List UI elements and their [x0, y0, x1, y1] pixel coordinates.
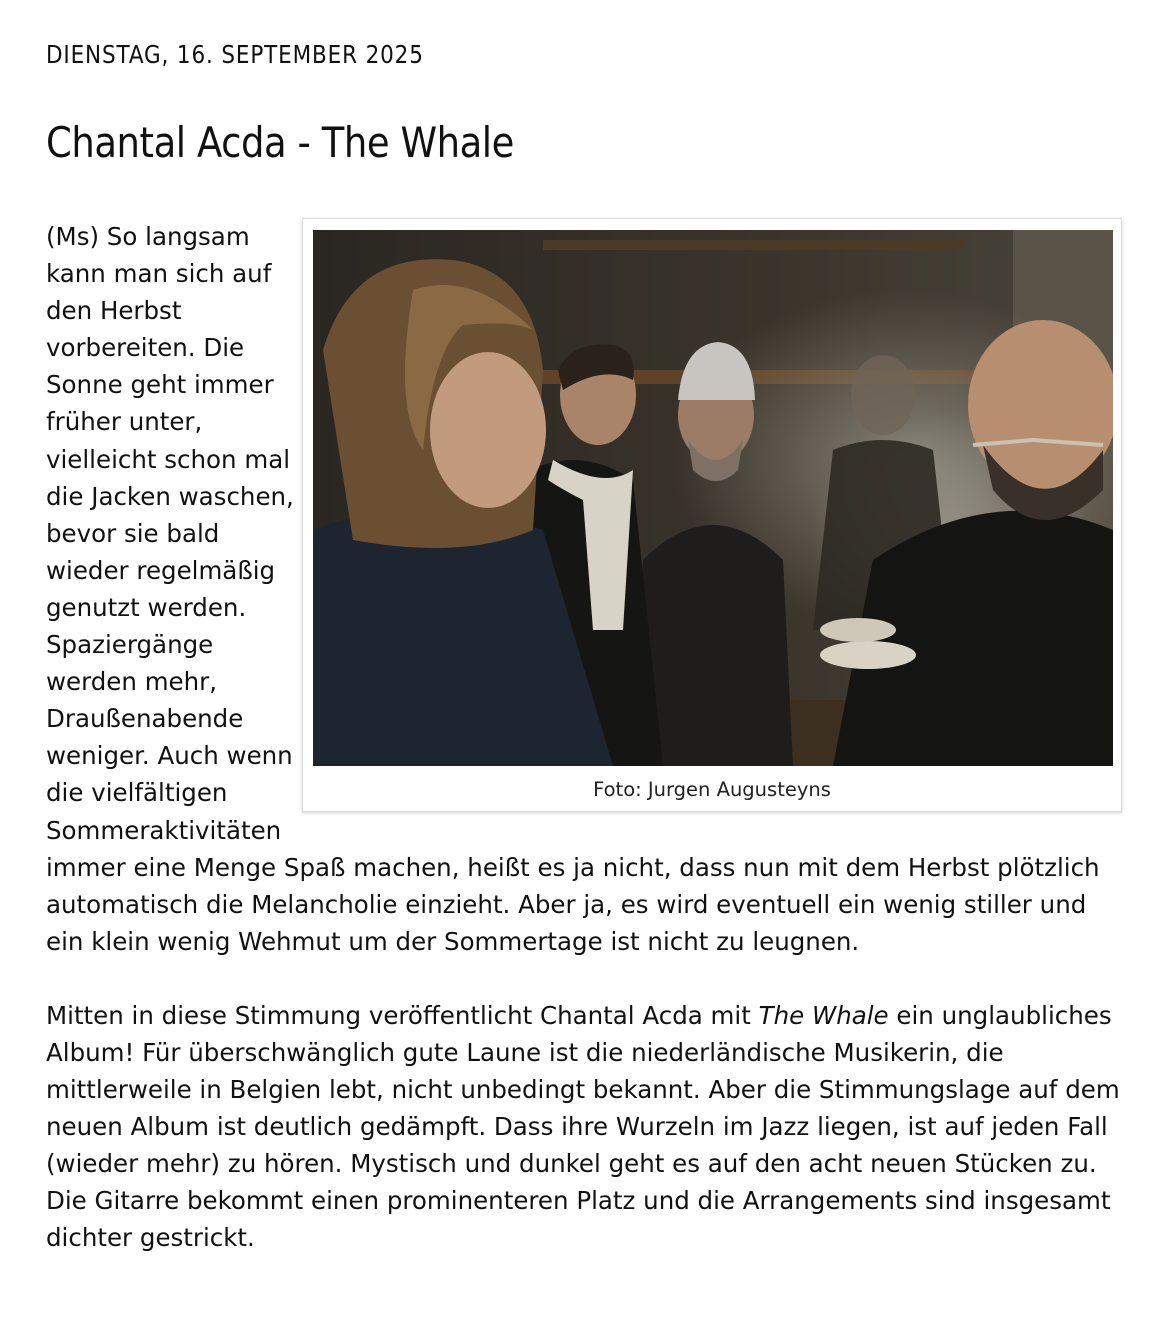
- band-photo-icon[interactable]: [313, 230, 1113, 766]
- paragraph-album-before: Mitten in diese Stimmung veröffentlicht Chantal Acda mit: [46, 1000, 759, 1030]
- paragraph-album: [46, 997, 1122, 1257]
- paragraph-intro: (Ms) So langsam kann man sich auf den Herbst vorbereiten. Die Sonne geht immer früher unter, vielleicht schon mal die Jacken waschen, bevor sie bald wieder regelmäßig genutzt werden. Spaziergänge werden mehr, Draußenabende weniger. Auch wenn die vielfältigen Sommeraktivitäten immer eine Menge Spaß machen, heißt es ja nicht, dass nun mit dem Herbst plötzlich automatisch die Melancholie einzieht. Aber ja, es wird eventuell ein wenig stiller und ein klein wenig Wehmut um der Sommertage ist nicht zu leugnen.: [46, 222, 1100, 956]
- photo-caption: Foto: Jurgen Augusteyns: [593, 778, 831, 801]
- paragraph-album-after: ein unglaubliches Album! Für überschwänglich gute Laune ist die niederländische Musikerin, die mittlerweile in Belgien lebt, nicht unbedingt bekannt. Aber die Stimmungslage auf dem neuen Album ist deutlich gedämpft. Dass ihre Wurzeln im Jazz liegen, ist auf jeden Fall (wieder mehr) zu hören. Mystisch und dunkel geht es auf den acht neuen Stücken zu. Die Gitarre bekommt einen prominenteren Platz und die Arrangements sind insgesamt dichter gestrickt.: [46, 1000, 1120, 1253]
- album-title: The Whale: [758, 1000, 889, 1030]
- photo-figure: [302, 218, 1122, 812]
- post-body: [46, 218, 1122, 1257]
- post-title[interactable]: Chantal Acda - The Whale: [46, 118, 514, 167]
- date-header: DIENSTAG, 16. SEPTEMBER 2025: [46, 40, 424, 69]
